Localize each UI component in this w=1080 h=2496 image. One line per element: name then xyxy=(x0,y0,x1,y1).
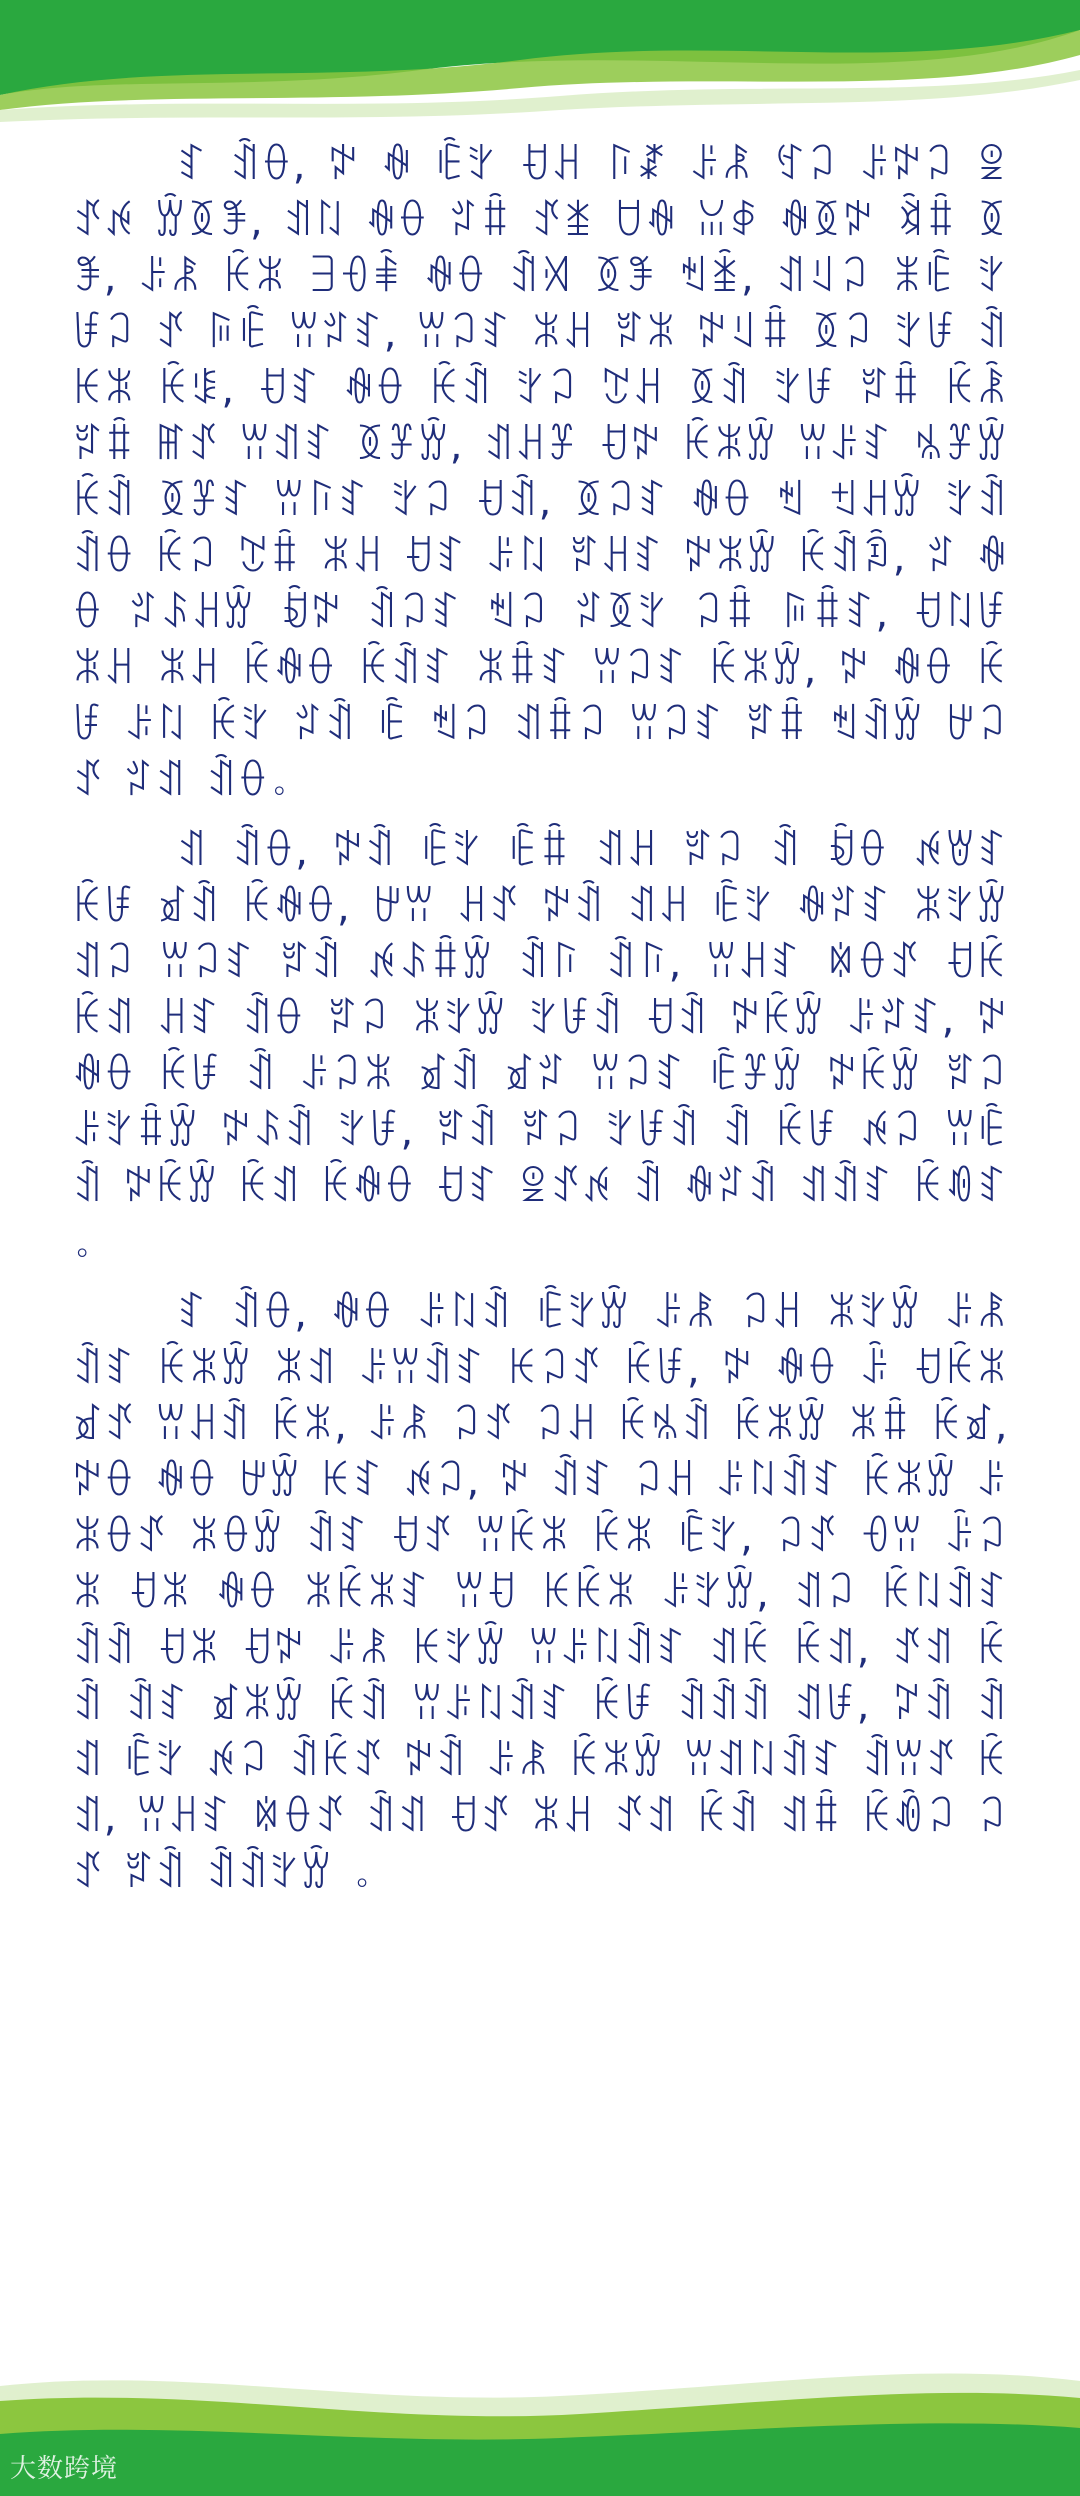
paragraph-2: ꀊ ꀉꂷ, ꉢꀉ ꍟꇬ ꍟꐙ ꀊꃅ ꆍꃀ ꀉ ꀁꂷ ꉌꇐꆏ ꀗꀱ ꀃꀉ ꀗꊿꂷ, ꉠꀕ ꃅꀋ ꉢꀉ ꀊꃅ ꍟꇬ ꊿꄂꆏ ꍝꇬꑢ ꀊꃀ ꀕꃀꆏ ꆍꀉ ꉌꌺꐙꑢ ꀉꑍ ꀉꑍ, ꀕꃅꆏ ꉈꂷꀋ ꀀꀗ ꀗꀊ ꃅꆏ ꀉꂷ ꆍꃀ ꍝꇬꑢ ꇬꀱꀉ ꀀꀉ ꉢꀗꑢ ꌠꄂꆏ, ꉢ ꊿꂷ ꀗꀱ ꀉ ꌠꃀꍝ ꀃꀉ ꀃꄂ ꀕꃀꆏ ꍟꐞꑢ ꉢꀗꑢ ꆍꃀ ꌠꇬꐙꑢ ꉢꌺꀉ ꇬꀱ, ꆍꀉ ꆍꃀ ꇬꀱꀉ ꀉ ꀗꀱ ꉌꃀ ꀕꍟꀉ ꉢꀗꑢ ꀗꀊ ꀗꊿꂷ ꀀꆏ ꑓꀋꉌ ꀉ ꊿꄂꀉ ꀊꀉꆏ ꀗꀑꆏ 。 xyxy=(72,829,1008,1267)
top-wave-banner xyxy=(0,0,1080,140)
paragraph-3: ꆏ ꀉꂷ, ꊿꂷ ꌠꇁꀉ ꍟꇬꑢ ꌠꂿ ꃀꃅ ꍝꇬꑢ ꌠꂿꀉꆏ ꀗꍝꑢ ꍝꀊ ꌠꀕꀉꆏ ꀘꃀꀋ ꀗꀱ, ꉢ ꊿꂷ ꌟ ꀀꀗꍝ ꀃꀋ ꀕꃅꀉ ꀗꍝ, ꌠꂿ ꃀꀋ ꃀꃅ ꀗꁱꀉ ꀗꍝꑢ ꍝꐙ ꀗꀃ, ꉢꂷ ꊿꂷ ꉠꑢ ꀘꆏ ꉌꃀ, ꉢ ꀉꆏ ꃀꃅ ꌠꇁꀉꆏ ꀗꍝꑢ ꌠꍝꂷꀋ ꍝꂷꑢ ꀉꆏ ꀀꀋ ꀕꀗꍝ ꀗꍝ ꍟꇬ, ꃀꀋ ꌡꀕ ꌟꃀꍝ ꀀꍝ ꊿꂷ ꍝꀗꍝꆏ ꀕꀀ ꀘꀗꍝ ꌠꇬꑢ, ꀊꃀ ꀗꇁꀉꆏ ꀉꀉ ꀀꍝ ꀀꉢ ꌠꂿ ꀘꇬꑢ ꀕꌠꇁꀉꆏ ꀊꀗ ꀗꀊ, ꀋꀊ ꀗꀉ ꀉꆏ ꀃꍝꑢ ꀗꀉ ꀕꌠꇁꀉꆏ ꀗꀱ ꀉꀉꀉ ꀊꀱ, ꇗꀉ ꀉꀊ ꍟꇬ ꉌꃀ ꀉꀗꀋ ꉢꀉ ꌠꂿ ꀗꍝꑢ ꀕꀊꇁꀉꆏ ꀉꀕꀋ ꀗꀊ, ꀕꃅꆏ ꉈꂷꀋ ꀉꀊ ꀀꀋ ꍝꃅ ꀋꀊ ꀗꀉ ꀊꐙ ꀗꀐꃀ ꃀꀋ ꆍꀉ ꀉꀉꇬꑢ 。 xyxy=(72,1291,1008,1897)
paragraph-1: ꆏ ꀉꂷ, ꉢ ꊿ ꍟꇬ ꀀꃅ ꑍꊨ ꌠꂿ ꉐꃀ ꌠꉢꃀ ꑓꀋꉌ ꑢꅉꊈ, ꀊꇁ ꊿꂷ ꄂꐙ ꀋꁧ ꇴꊿ ꈍꇉ ꊿꅉꉢ ꃕꐙ ꅉꊈ, ꌠꂿ ꀗꍝ ꎆꌡꑋ ꊿꂷ ꀉꄉ ꅉꊈ ꈐꁦ, ꀊꆹꃀ ꂓꍟ ꇬꀱꃀ ꀋ ꌕꍟ ꀕꄂꆏ, ꀕꃀꆏ ꍝꃅ ꆍꍝ ꉢꆹꐙ ꅉꃀ ꇬꀱ ꀉꀘꍝ ꀗꌐ, ꀀꆏ ꊿꂷ ꀗꀉ ꇬꃀ ꇖꃅ ꅉꀉ ꇬꀱ ꆍꐙ ꀗꂾ ꆍꐙ ꂵꀋ ꀕꀊꆏ ꅉꐞꑢ, ꀊꃅꐞ ꀀꉢ ꀗꍝꑢ ꀕꌠꆏ ꁱꐞꑢ ꀗꀉ ꅉꐞꆏ ꀕꑍꆏ ꇬꃀ ꀀꀉ, ꅉꃀꆏ ꊿꂷ ꈐ ꉬꃅꑢ ꇬꀉ ꀉꂷ ꀗꃀ ꇖꐙ ꍝꃅ ꀀꆏ ꌠꇁ ꆍꃅꆏ ꉢꍝꑢ ꀗꀉꀢ, ꄂ ꊿꂷ ꄂꌺꃅꑢ ꀁꉢ ꀉꃀꆏ ꈐꃀ ꄂꅉꇬ ꃀꐙ ꌕꐙꆏ, ꀀꇁꀱ ꍝꃅ ꍝꃅ ꀗꊿꂷ ꀗꀉꆏ ꍝꐙꆏ ꀕꃀꆏ ꀗꍝꑢ, ꉢ ꊿꂷ ꀗꀱ ꌠꇁ ꀗꇬ ꄂꀉ ꍟ ꈐꃀ ꀊꐙꃀ ꀕꃀꆏ ꆍꐙ ꈐꀉꑢ ꉠꃀꀋ ꄂꀊ ꀉꂷ。 xyxy=(72,143,1008,805)
document-body xyxy=(72,138,1008,1916)
watermark-logo xyxy=(10,2454,118,2484)
bottom-wave-banner xyxy=(0,2346,1080,2496)
watermark-text: 大数跨境 xyxy=(10,2454,119,2484)
